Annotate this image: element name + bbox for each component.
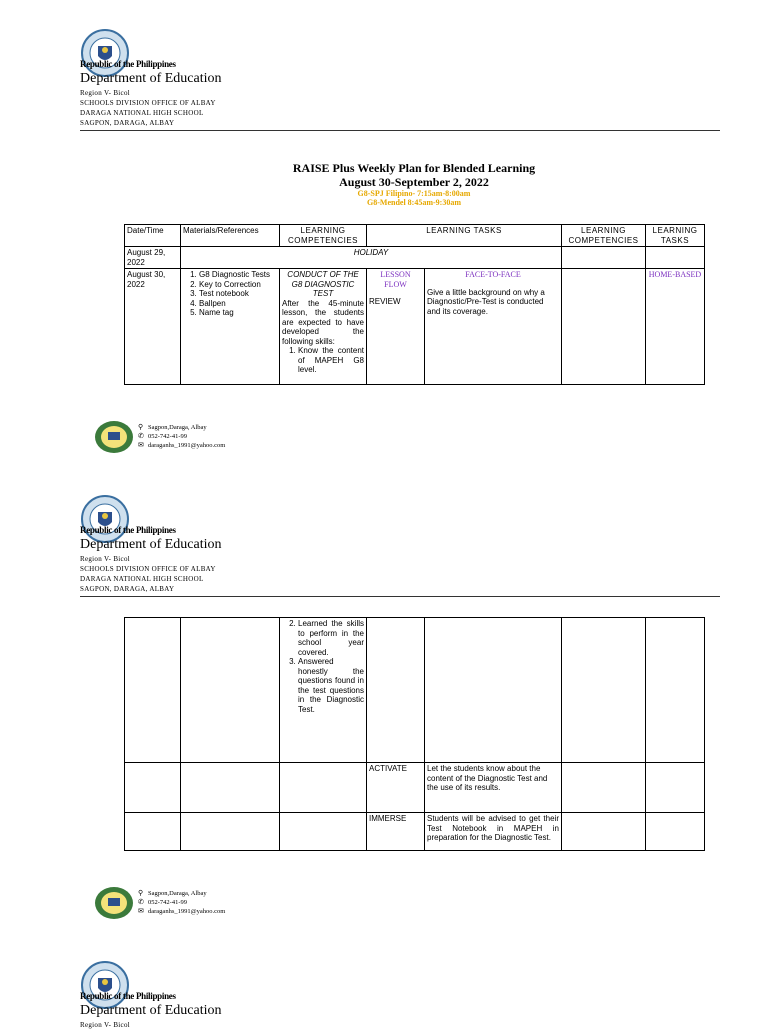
date-cell: August 30, 2022 <box>125 269 181 385</box>
header-competencies-2: LEARNING COMPETENCIES <box>562 225 646 247</box>
empty-cell <box>367 618 425 763</box>
empty-cell <box>562 247 646 269</box>
weekly-plan-table <box>124 224 705 385</box>
table-row-holiday <box>125 247 705 269</box>
material-item: 5. Name tag <box>199 308 277 318</box>
immerse-text: Students will be advised to get their Test Notebook in MAPEH in preparation for the Diagnostic Test. <box>425 813 562 851</box>
footer-phone: ✆ 052-742-41-99 <box>138 898 187 906</box>
school-logo-icon <box>94 420 134 454</box>
footer-location: ⚲ Sagpon,Daraga, Albay <box>138 889 207 897</box>
empty-cell <box>181 813 280 851</box>
materials-cell <box>181 269 280 385</box>
empty-cell <box>646 247 705 269</box>
letterhead-1 <box>80 28 720 133</box>
empty-cell <box>425 618 562 763</box>
letterhead-2 <box>80 494 720 599</box>
footer-2 <box>94 886 394 926</box>
empty-cell <box>125 618 181 763</box>
email-icon: ✉ <box>138 441 144 449</box>
holiday-label: HOLIDAY <box>181 247 562 269</box>
empty-cell <box>280 763 367 813</box>
material-item: 4. Ballpen <box>199 299 277 309</box>
review-label: REVIEW <box>369 297 401 306</box>
home-based-cell <box>646 269 705 385</box>
schedule-line-2: G8-Mendel 8:45am-9:30am <box>367 198 461 207</box>
material-item: 2. Key to Correction <box>199 280 277 290</box>
department-title: Department of Education <box>80 1003 222 1018</box>
table-row-continued <box>125 618 705 763</box>
footer-1 <box>94 420 394 460</box>
material-item: 3. Test notebook <box>199 289 277 299</box>
table-row-immerse <box>125 813 705 851</box>
lesson-flow-cell <box>367 269 425 385</box>
competency-item: 3. Answered honestly the questions found in the test questions in the Diagnostic Test. <box>298 657 364 714</box>
region-text: Region V- Bicol <box>80 89 131 97</box>
empty-cell <box>562 618 646 763</box>
face-to-face-label: FACE-TO-FACE <box>465 270 521 279</box>
email-icon: ✉ <box>138 907 144 915</box>
schedule-line-1: G8-SPJ Filipino- 7:15am-8:00am <box>357 189 471 198</box>
weekly-plan-table-continued <box>124 617 705 851</box>
letterhead-3 <box>80 960 720 1029</box>
header-divider <box>80 596 720 597</box>
phone-icon: ✆ <box>138 898 144 906</box>
department-title: Department of Education <box>80 71 222 86</box>
table-header-row <box>125 225 705 247</box>
empty-cell <box>646 618 705 763</box>
competencies-cell <box>280 618 367 763</box>
republic-text: Republic of the Philippines <box>80 59 176 69</box>
division-text: SCHOOLS DIVISION OFFICE OF ALBAY <box>80 99 216 107</box>
face-to-face-cell <box>425 269 562 385</box>
phone-icon: ✆ <box>138 432 144 440</box>
activate-text: Let the students know about the content of the Diagnostic Test and the use of its results. <box>425 763 562 813</box>
immerse-label: IMMERSE <box>367 813 425 851</box>
header-divider <box>80 130 720 131</box>
competency-item: 2. Learned the skills to perform in the school year covered. <box>298 619 364 657</box>
header-date: Date/Time <box>125 225 181 247</box>
empty-cell <box>562 269 646 385</box>
empty-cell <box>125 813 181 851</box>
empty-cell <box>181 618 280 763</box>
empty-cell <box>646 813 705 851</box>
table-row-activate <box>125 763 705 813</box>
region-text: Region V- Bicol <box>80 1021 131 1029</box>
empty-cell <box>125 763 181 813</box>
home-based-label: HOME-BASED <box>648 270 702 279</box>
republic-text: Republic of the Philippines <box>80 525 176 535</box>
plan-title-block <box>124 161 704 207</box>
competency-title: CONDUCT OF THE G8 DIAGNOSTIC TEST <box>287 270 359 298</box>
school-text: DARAGA NATIONAL HIGH SCHOOL <box>80 575 204 583</box>
activate-label: ACTIVATE <box>367 763 425 813</box>
empty-cell <box>280 813 367 851</box>
department-title: Department of Education <box>80 537 222 552</box>
division-text: SCHOOLS DIVISION OFFICE OF ALBAY <box>80 565 216 573</box>
header-tasks-2: LEARNING TASKS <box>646 225 705 247</box>
location-pin-icon: ⚲ <box>138 889 144 897</box>
material-item: 1. G8 Diagnostic Tests <box>199 270 277 280</box>
competency-text: After the 45-minute lesson, the students are expected to have developed the following skills: <box>282 298 364 346</box>
table-row-aug30 <box>125 269 705 385</box>
lesson-flow-label: LESSON FLOW <box>380 270 411 289</box>
plan-dates: August 30-September 2, 2022 <box>339 175 489 189</box>
header-materials: Materials/References <box>181 225 280 247</box>
footer-location: ⚲ Sagpon,Daraga, Albay <box>138 423 207 431</box>
date-cell: August 29, 2022 <box>125 247 181 269</box>
header-tasks: LEARNING TASKS <box>367 225 562 247</box>
footer-email: ✉ daraganhs_1991@yahoo.com <box>138 441 226 449</box>
footer-email: ✉ daraganhs_1991@yahoo.com <box>138 907 226 915</box>
address-text: SAGPON, DARAGA, ALBAY <box>80 585 175 593</box>
address-text: SAGPON, DARAGA, ALBAY <box>80 119 175 127</box>
location-pin-icon: ⚲ <box>138 423 144 431</box>
empty-cell <box>562 813 646 851</box>
region-text: Region V- Bicol <box>80 555 131 563</box>
empty-cell <box>562 763 646 813</box>
empty-cell <box>181 763 280 813</box>
competency-item: 1. Know the content of MAPEH G8 level. <box>298 346 364 375</box>
footer-phone: ✆ 052-742-41-99 <box>138 432 187 440</box>
empty-cell <box>646 763 705 813</box>
plan-title: RAISE Plus Weekly Plan for Blended Learning <box>292 161 536 175</box>
header-competencies: LEARNING COMPETENCIES <box>280 225 367 247</box>
competencies-cell <box>280 269 367 385</box>
republic-text: Republic of the Philippines <box>80 991 176 1001</box>
school-logo-icon <box>94 886 134 920</box>
review-text: Give a little background on why a Diagnostic/Pre-Test is conducted and its coverage. <box>427 287 545 316</box>
school-text: DARAGA NATIONAL HIGH SCHOOL <box>80 109 204 117</box>
